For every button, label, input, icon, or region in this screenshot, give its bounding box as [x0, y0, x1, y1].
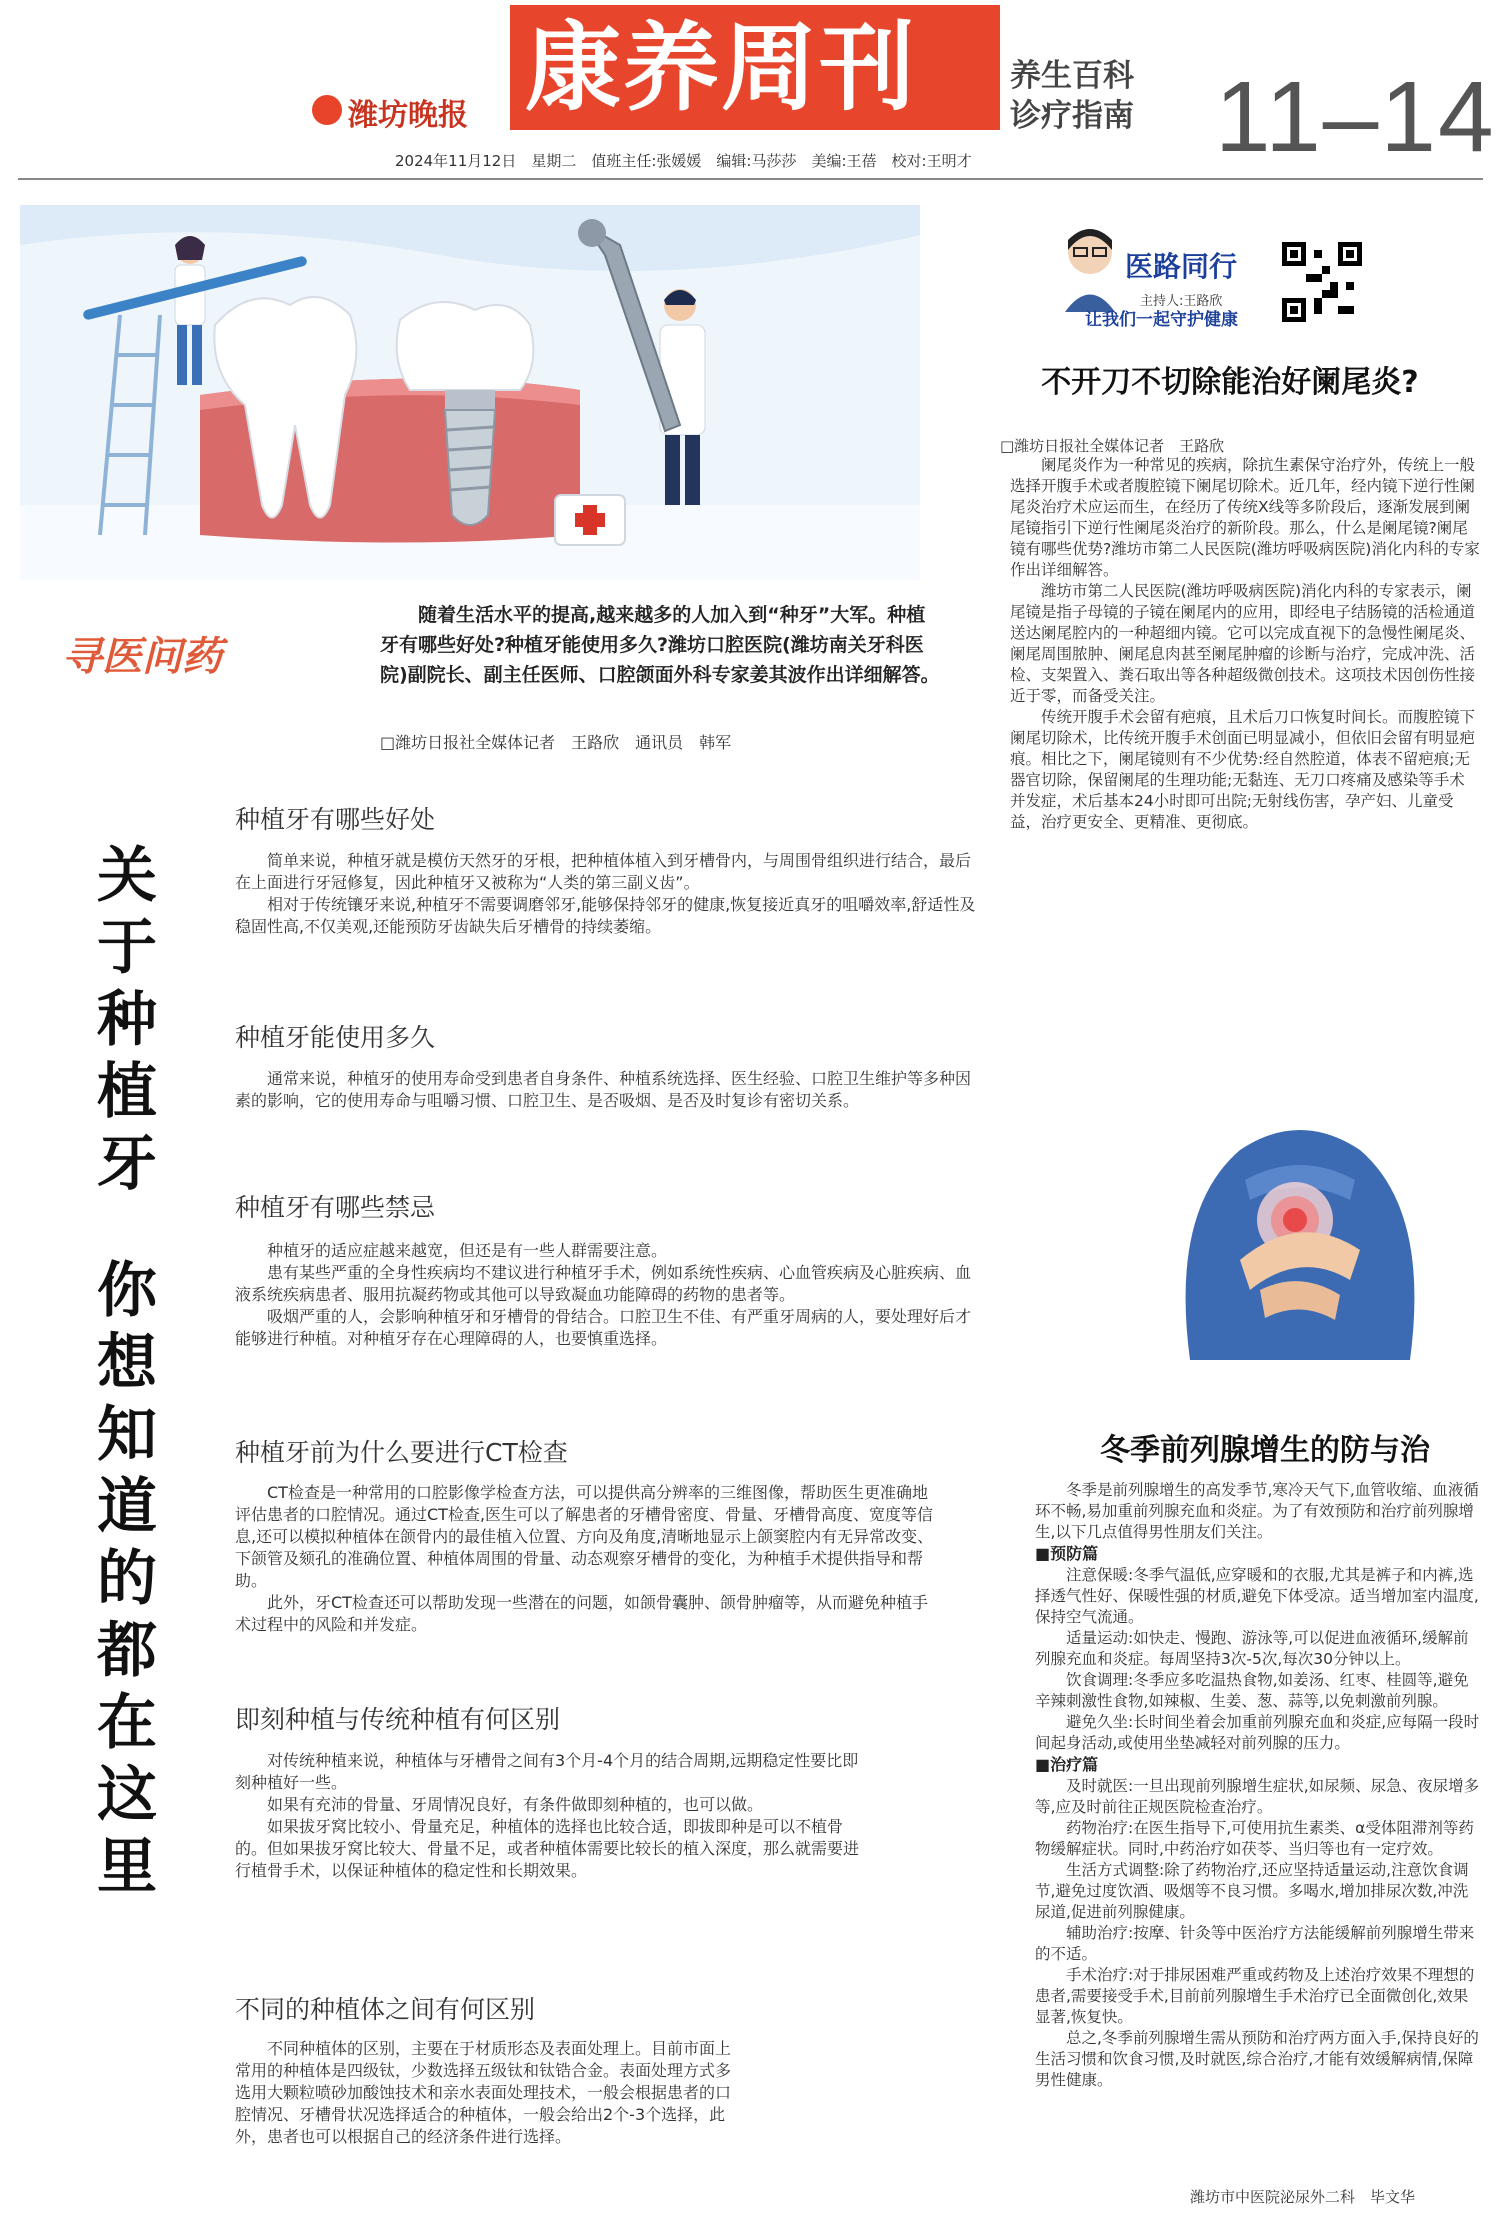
article-title: 冬季前列腺增生的防与治 — [1100, 1433, 1430, 1468]
paragraph: 适量运动:如快走、慢跑、游泳等,可以促进血液循环,缓解前列腺充血和炎症。每周坚持3次-5次,每次30分钟以上。 — [1035, 1629, 1469, 1668]
paragraph: 药物治疗:在医生指导下,可使用抗生素类、α受体阻滞剂等药物缓解症状。同时,中药治疗如茯苓、当归等也有一定疗效。 — [1035, 1819, 1474, 1858]
article-body — [1010, 455, 1480, 833]
paragraph: 阑尾炎作为一种常见的疾病，除抗生素保守治疗外，传统上一般选择开腹手术或者腹腔镜下阑尾切除术。近几年，经内镜下逆行性阑尾炎治疗术应运而生，在经历了传统X线等多阶段后，逐渐发展到阑尾镜指引下逆行性阑尾炎治疗的新阶段。那么，什么是阑尾镜?阑尾镜有哪些优势?潍坊市第二人民医院(潍坊呼吸病医院)消化内科的专家作出详细解答。 — [1010, 456, 1480, 579]
paragraph: CT检查是一种常用的口腔影像学检查方法，可以提供高分辨率的三维图像，帮助医生更准确地评估患者的口腔情况。通过CT检查,医生可以了解患者的牙槽骨密度、骨量、牙槽骨高度、宽度等信息,还可以模拟种植体在颌骨内的最佳植入位置、方向及角度,清晰地显示上颌窦腔内有无异常改变、下颌管及颏孔的准确位置、种植体周围的骨量、动态观察牙槽骨的变化，为种植手术提供指导和帮助。 — [235, 1483, 934, 1590]
masthead-tagline-2: 诊疗指南 — [1010, 98, 1134, 134]
paragraph: 饮食调理:冬季应多吃温热食物,如姜汤、红枣、桂圆等,避免辛辣刺激性食物,如辣椒、生姜、葱、蒜等,以免刺激前列腺。 — [1035, 1671, 1469, 1710]
paragraph: 传统开腹手术会留有疤痕，且术后刀口恢复时间长。而腹腔镜下阑尾切除术，比传统开腹手术创面已明显减小，但依旧会留有明显疤痕。相比之下，阑尾镜则有不少优势:经自然腔道，体表不留疤痕;无器官切除，保留阑尾的生理功能;无黏连、无刀口疼痛及感染等手术并发症，术后基本24小时即可出院;无射线伤害，孕产妇、儿童受益，治疗更安全、更精准、更彻底。 — [1010, 708, 1476, 831]
article-body — [1035, 1480, 1482, 2091]
paragraph: 冬季是前列腺增生的高发季节,寒冷天气下,血管收缩、血液循环不畅,易加重前列腺充血和炎症。为了有效预防和治疗前列腺增生,以下几点值得男性朋友们关注。 — [1035, 1481, 1479, 1541]
article-byline: 潍坊市中医院泌尿外二科 毕文华 — [1190, 2188, 1416, 2206]
header-divider — [18, 178, 1483, 180]
paragraph: 及时就医:一旦出现前列腺增生症状,如尿频、尿急、夜尿增多等,应及时前往正规医院检查治疗。 — [1035, 1777, 1480, 1816]
masthead-tagline-1: 养生百科 — [1010, 58, 1134, 94]
qr-code-icon — [1282, 242, 1362, 322]
section-body — [235, 1750, 860, 1882]
article-title: 不开刀不切除能治好阑尾炎? — [1041, 365, 1419, 400]
paragraph: 避免久坐:长时间坐着会加重前列腺充血和炎症,应每隔一段时间起身活动,或使用坐垫减轻对前列腺的压力。 — [1035, 1713, 1480, 1752]
paragraph: 辅助治疗:按摩、针灸等中医治疗方法能缓解前列腺增生带来的不适。 — [1035, 1924, 1475, 1963]
section-heading: 种植牙前为什么要进行CT检查 — [235, 1438, 568, 1467]
section-body — [235, 850, 980, 938]
masthead-title: 康养周刊 — [525, 11, 917, 124]
dateline: 2024年11月12日 星期二 值班主任:张媛媛 编辑:马莎莎 美编:王蓓 校对:王明才 — [395, 152, 972, 170]
paragraph: 简单来说，种植牙就是模仿天然牙的牙根，把种植体植入到牙槽骨内，与周围骨组织进行结合，最后在上面进行牙冠修复，因此种植牙又被称为“人类的第三副义齿”。 — [235, 851, 972, 892]
paragraph: 通常来说，种植牙的使用寿命受到患者自身条件、种植系统选择、医生经验、口腔卫生维护等多种因素的影响，它的使用寿命与咀嚼习惯、口腔卫生、是否吸烟、是否及时复诊有密切关系。 — [235, 1069, 972, 1110]
column-host: 主持人:王路欣 — [1140, 294, 1223, 309]
paragraph: 生活方式调整:除了药物治疗,还应坚持适量运动,注意饮食调节,避免过度饮酒、吸烟等不良习惯。多喝水,增加排尿次数,冲洗尿道,促进前列腺健康。 — [1035, 1861, 1469, 1921]
paragraph: 吸烟严重的人，会影响种植牙和牙槽骨的骨结合。口腔卫生不佳、有严重牙周病的人，要处理好后才能够进行种植。对种植牙存在心理障碍的人，也要慎重选择。 — [235, 1307, 972, 1348]
section-heading: 种植牙有哪些好处 — [235, 805, 436, 834]
column-badge-xunyiwenyao: 寻医问药 — [62, 634, 222, 680]
paragraph: 潍坊市第二人民医院(潍坊呼吸病医院)消化内科的专家表示，阑尾镜是指子母镜的子镜在阑尾内的应用，即经电子结肠镜的活检通道送达阑尾腔内的一种超细内镜。它可以完成直视下的急慢性阑尾炎、阑尾周围脓肿、阑尾息肉甚至阑尾肿瘤的诊断与治疗，完成冲洗、活检、支架置入、粪石取出等各种超级微创技术。这项技术因创伤性接近于零，而备受关注。 — [1010, 582, 1476, 705]
section-heading: 即刻种植与传统种植有何区别 — [235, 1705, 561, 1734]
column-slogan: 让我们一起守护健康 — [1085, 310, 1238, 330]
paragraph: 患有某些严重的全身性疾病均不建议进行种植牙手术，例如系统性疾病、心血管疾病及心脏疾病、血液系统疾病患者、服用抗凝药物或其他可以导致凝血功能障碍的药物的患者等。 — [235, 1263, 972, 1304]
paragraph: 相对于传统镶牙来说,种植牙不需要调磨邻牙,能够保持邻牙的健康,恢复接近真牙的咀嚼效率,舒适性及稳固性高,不仅美观,还能预防牙齿缺失后牙槽骨的持续萎缩。 — [235, 895, 976, 936]
paragraph: 总之,冬季前列腺增生需从预防和治疗两方面入手,保持良好的生活习惯和饮食习惯,及时就医,综合治疗,才能有效缓解病情,保障男性健康。 — [1035, 2029, 1479, 2089]
paragraph: 如果有充沛的骨量、牙周情况良好，有条件做即刻种植的，也可以做。 — [267, 1795, 764, 1814]
section-heading: 种植牙有哪些禁忌 — [235, 1193, 436, 1222]
paragraph: 对传统种植来说，种植体与牙槽骨之间有3个月-4个月的结合周期,远期稳定性要比即刻种植好一些。 — [235, 1751, 859, 1792]
newspaper-logo-icon — [312, 95, 342, 125]
article-byline: □潍坊日报社全媒体记者 王路欣 通讯员 韩军 — [380, 733, 732, 752]
article-intro: 随着生活水平的提高,越来越多的人加入到“种牙”大军。种植牙有哪些好处?种植牙能使用多久?潍坊口腔医院(潍坊南关牙科医院)副院长、副主任医师、口腔颌面外科专家姜其波作出详细解答。 — [380, 604, 940, 686]
paragraph: 注意保暖:冬季气温低,应穿暖和的衣服,尤其是裤子和内裤,选择透气性好、保暖性强的材质,避免下体受凉。适当增加室内温度,保持空气流通。 — [1035, 1566, 1479, 1626]
paragraph: 不同种植体的区别，主要在于材质形态及表面处理上。目前市面上常用的种植体是四级钛，少数选择五级钛和钛锆合金。表面处理方式多选用大颗粒喷砂加酸蚀技术和亲水表面处理技术，一般会根据患者的口腔情况、牙槽骨状况选择适合的种植体，一般会给出2个-3个选择，此外，患者也可以根据自己的经济条件进行选择。 — [235, 2039, 732, 2146]
headline-part-2: 你想知道的都在这里 — [97, 1256, 157, 1902]
section-body — [235, 1240, 980, 1350]
headline-part-1: 关于种植牙 — [97, 841, 157, 1199]
subheading-prevention: ■预防篇 — [1035, 1544, 1099, 1563]
column-badge-yiluxingxing: 医路同行 — [1125, 250, 1238, 283]
paragraph: 如果拔牙窝比较小、骨量充足，种植体的选择也比较合适，即拔即种是可以不植骨的。但如果拔牙窝比较大、骨量不足，或者种植体需要比较长的植入深度，那么就需要进行植骨手术，以保证种植体的稳定性和长期效果。 — [235, 1817, 860, 1880]
section-body — [235, 1068, 980, 1112]
subheading-treatment: ■治疗篇 — [1035, 1755, 1099, 1774]
section-body — [235, 1482, 935, 1636]
section-heading: 不同的种植体之间有何区别 — [235, 1995, 536, 2024]
abdominal-pain-illustration — [1150, 1090, 1450, 1360]
section-body — [235, 2038, 735, 2148]
paragraph: 手术治疗:对于排尿困难严重或药物及上述治疗效果不理想的患者,需要接受手术,目前前列腺增生手术治疗已全面微创化,效果显著,恢复快。 — [1035, 1966, 1475, 2026]
newspaper-logo: 潍坊晚报 — [348, 98, 468, 133]
article-byline: □潍坊日报社全媒体记者 王路欣 — [1000, 437, 1225, 455]
dental-implant-illustration — [20, 205, 920, 580]
host-avatar — [1060, 222, 1120, 312]
paragraph: 种植牙的适应症越来越宽，但还是有一些人群需要注意。 — [267, 1241, 668, 1260]
paragraph: 此外，牙CT检查还可以帮助发现一些潜在的问题，如颌骨囊肿、颌骨肿瘤等，从而避免种植手术过程中的风险和并发症。 — [235, 1593, 928, 1634]
section-heading: 种植牙能使用多久 — [235, 1023, 436, 1052]
issue-number: 11–14 — [1215, 61, 1496, 173]
